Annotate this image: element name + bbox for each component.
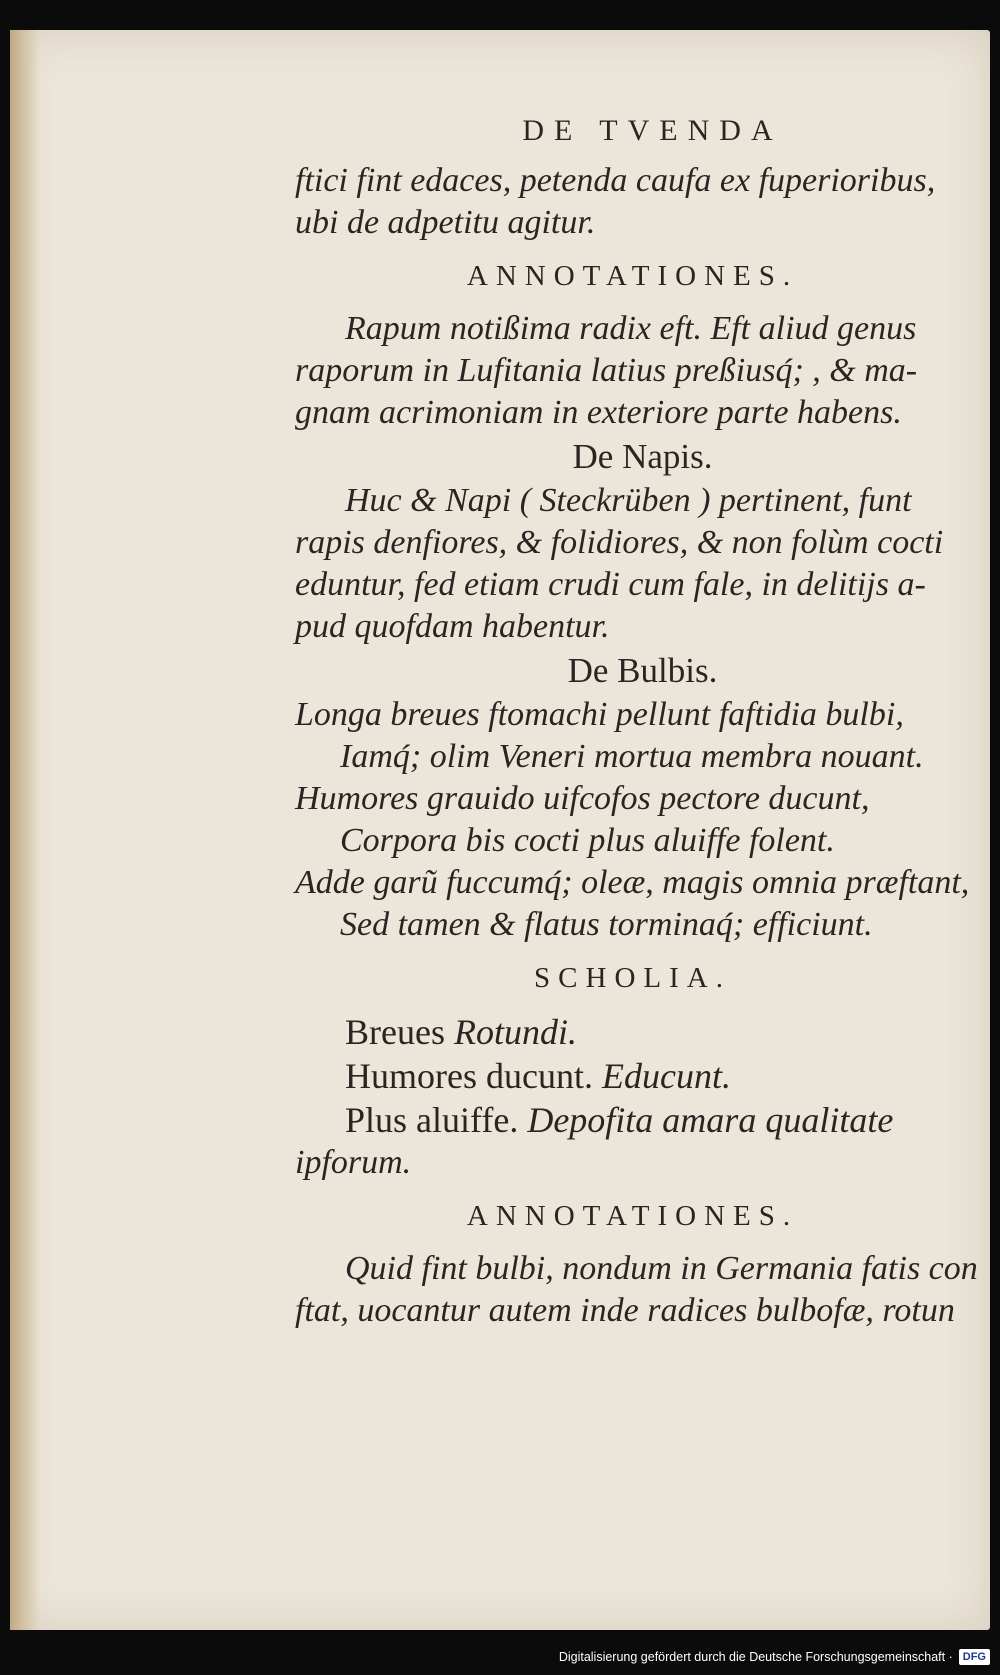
dfg-logo: DFG xyxy=(959,1649,990,1665)
scholia-gloss: Rotundi. xyxy=(453,1012,577,1052)
scholia-entry xyxy=(295,1010,970,1054)
scholia-term: Plus aluiffe. xyxy=(345,1100,519,1140)
funding-credit: Digitalisierung gefördert durch die Deutsche Forschungsgemeinschaft · xyxy=(558,1650,953,1664)
page-text xyxy=(295,102,978,1332)
verse-line: Sed tamen & flatus torminaq́; efficiunt. xyxy=(340,906,873,943)
text-line: ipforum. xyxy=(295,1144,412,1181)
subheading-de-bulbis: De Bulbis. xyxy=(567,651,718,690)
running-head: DE TVENDA xyxy=(522,114,783,147)
section-heading-annotationes: ANNOTATIONES. xyxy=(466,1200,799,1232)
page-gutter xyxy=(10,30,40,1630)
text-line: pud quofdam habentur. xyxy=(295,608,610,645)
text-line: Huc & Napi ( Steckrüben ) pertinent, funt xyxy=(345,482,912,519)
subheading-de-napis: De Napis. xyxy=(572,437,713,476)
text-line: Rapum notißima radix eft. Eft aliud genus xyxy=(345,310,917,347)
text-line: rapis denfiores, & folidiores, & non folùm cocti xyxy=(295,524,944,561)
digitization-footer xyxy=(0,1643,990,1671)
scholia-entry xyxy=(295,1054,970,1098)
text-line: ubi de adpetitu agitur. xyxy=(295,204,596,241)
scholia-entry xyxy=(295,1098,970,1142)
scholia-gloss: Depofita amara qualitate xyxy=(527,1100,894,1140)
scholia-term: Humores ducunt. xyxy=(345,1056,593,1096)
verse-line: Longa breues ftomachi pellunt faftidia bulbi, xyxy=(295,696,904,733)
verse-line: Iamq́; olim Veneri mortua membra nouant. xyxy=(340,738,924,775)
scholia-term: Breues xyxy=(345,1012,445,1052)
text-line: eduntur, fed etiam crudi cum fale, in delitijs a- xyxy=(295,566,926,603)
verse-line: Humores grauido uifcofos pectore ducunt, xyxy=(295,780,870,817)
text-line: ftat, uocantur autem inde radices bulbofæ, rotun xyxy=(295,1292,955,1329)
verse-line: Adde garũ fuccumq́; oleæ, magis omnia præftant, xyxy=(295,864,970,901)
text-line: gnam acrimoniam in exteriore parte habens. xyxy=(295,394,902,431)
verse-line: Corpora bis cocti plus aluiffe folent. xyxy=(340,822,835,859)
section-heading-scholia: SCHOLIA. xyxy=(534,962,731,994)
text-line: ftici fint edaces, petenda caufa ex fuperioribus, xyxy=(295,162,936,199)
scholia-gloss: Educunt. xyxy=(601,1056,731,1096)
text-line: raporum in Lufitania latius preßiusq́; , & ma- xyxy=(295,352,918,389)
text-line: Quid fint bulbi, nondum in Germania fatis con xyxy=(345,1250,978,1287)
section-heading-annotationes: ANNOTATIONES. xyxy=(466,260,799,292)
